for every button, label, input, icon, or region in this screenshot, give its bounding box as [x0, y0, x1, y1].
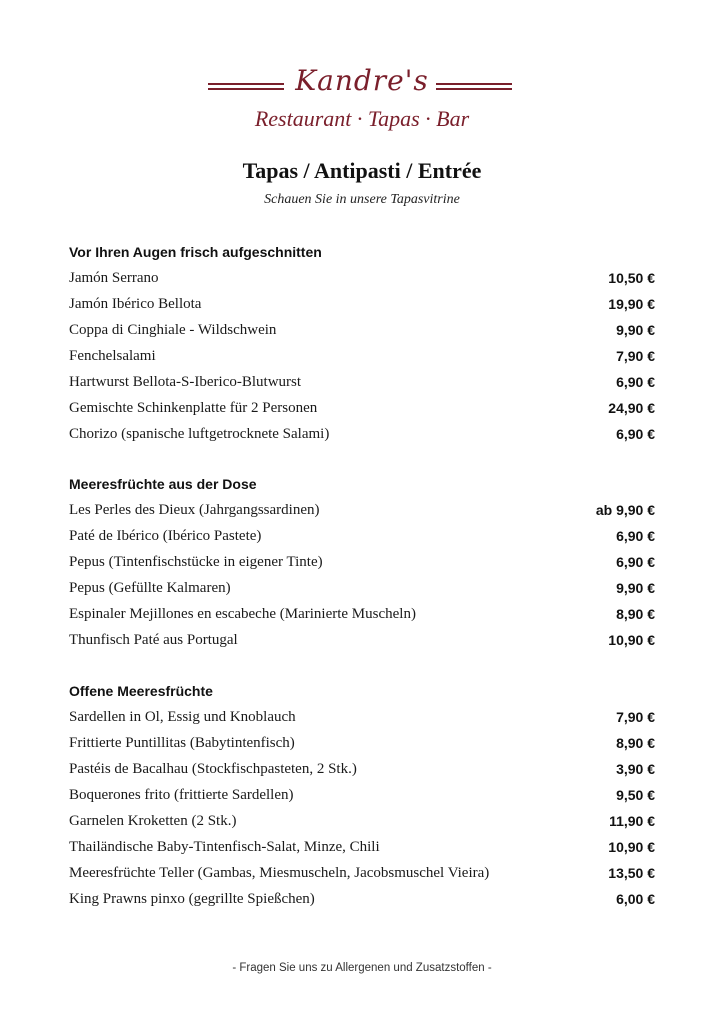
- menu-item: [69, 421, 655, 447]
- menu-item-name: Frittierte Puntillitas (Babytintenfisch): [69, 735, 295, 751]
- menu-item: [69, 369, 655, 395]
- decorative-double-rule-right: [436, 83, 512, 90]
- menu-item: [69, 730, 655, 756]
- menu-section-canned-seafood: [69, 471, 655, 653]
- menu-item-name: King Prawns pinxo (gegrillte Spießchen): [69, 891, 315, 907]
- menu-item-price: 9,90 €: [616, 580, 655, 596]
- menu-item-price: ab 9,90 €: [595, 502, 655, 518]
- menu-item: [69, 265, 655, 291]
- menu-item-name: Thunfisch Paté aus Portugal: [69, 632, 238, 648]
- menu-item: [69, 291, 655, 317]
- menu-item-name: Meeresfrüchte Teller (Gambas, Miesmuscheln, Jacobsmuschel Vieira): [69, 865, 490, 881]
- menu-item-price: 8,90 €: [616, 606, 655, 622]
- menu-item-price: 7,90 €: [616, 348, 655, 364]
- menu-item-name: Sardellen in Ol, Essig und Knoblauch: [69, 709, 296, 725]
- menu-section-cured-meats: [69, 239, 655, 447]
- menu-item-name: Chorizo (spanische luftgetrocknete Salami): [69, 426, 330, 442]
- menu-item-name: Gemischte Schinkenplatte für 2 Personen: [69, 400, 318, 416]
- restaurant-tagline: Restaurant · Tapas · Bar: [254, 106, 470, 131]
- menu-item-price: 3,90 €: [616, 761, 655, 777]
- menu-header: [0, 62, 724, 142]
- menu-item-name: Garnelen Kroketten (2 Stk.): [69, 813, 237, 829]
- menu-item-name: Espinaler Mejillones en escabeche (Marinierte Muscheln): [69, 606, 416, 622]
- page-title: Tapas / Antipasti / Entrée: [242, 158, 482, 183]
- menu-item-price: 6,90 €: [616, 374, 655, 390]
- menu-item-name: Les Perles des Dieux (Jahrgangssardinen): [69, 502, 320, 518]
- menu-item-price: 10,90 €: [608, 839, 655, 855]
- menu-item-name: Thailändische Baby-Tintenfisch-Salat, Minze, Chili: [69, 839, 380, 855]
- menu-item: [69, 860, 655, 886]
- menu-item-name: Coppa di Cinghiale - Wildschwein: [69, 322, 277, 338]
- menu-item-price: 24,90 €: [608, 400, 655, 416]
- menu-item-price: 10,50 €: [608, 270, 655, 286]
- section-title: Offene Meeresfrüchte: [69, 683, 213, 699]
- menu-item-price: 8,90 €: [616, 735, 655, 751]
- menu-item-name: Boquerones frito (frittierte Sardellen): [69, 787, 294, 803]
- menu-item-price: 6,00 €: [616, 891, 655, 907]
- menu-item: [69, 523, 655, 549]
- logo-wordmark: Kandre's: [295, 64, 429, 97]
- menu-item-name: Hartwurst Bellota-S-Iberico-Blutwurst: [69, 374, 302, 390]
- menu-item-name: Pepus (Gefüllte Kalmaren): [69, 580, 231, 596]
- menu-item-price: 7,90 €: [616, 709, 655, 725]
- menu-item-price: 11,90 €: [609, 813, 655, 829]
- menu-item: [69, 601, 655, 627]
- menu-item-name: Paté de Ibérico (Ibérico Pastete): [69, 528, 262, 544]
- menu-item: [69, 756, 655, 782]
- menu-item: [69, 395, 655, 421]
- menu-item-price: 9,90 €: [616, 322, 655, 338]
- logo: [0, 62, 724, 106]
- page-subtitle: Schauen Sie in unsere Tapasvitrine: [264, 192, 460, 207]
- menu-item: [69, 549, 655, 575]
- menu-item-name: Pepus (Tintenfischstücke in eigener Tinte): [69, 554, 323, 570]
- menu-section-fresh-seafood: [69, 678, 655, 912]
- menu-item-name: Pastéis de Bacalhau (Stockfischpasteten, 2 Stk.): [69, 761, 357, 777]
- menu-item-price: 10,90 €: [608, 632, 655, 648]
- menu-item: [69, 627, 655, 653]
- menu-item-price: 6,90 €: [616, 528, 655, 544]
- menu-item-price: 9,50 €: [616, 787, 655, 803]
- menu-item: [69, 834, 655, 860]
- menu-item: [69, 343, 655, 369]
- menu-item: [69, 704, 655, 730]
- menu-item-price: 19,90 €: [608, 296, 655, 312]
- menu-item: [69, 808, 655, 834]
- menu-item-name: Fenchelsalami: [69, 348, 156, 364]
- menu-item-name: Jamón Ibérico Bellota: [69, 296, 202, 312]
- menu-item: [69, 317, 655, 343]
- section-title: Vor Ihren Augen frisch aufgeschnitten: [69, 244, 322, 260]
- menu-item: [69, 886, 655, 912]
- allergen-note: - Fragen Sie uns zu Allergenen und Zusatzstoffen -: [232, 962, 492, 974]
- menu-item-price: 6,90 €: [616, 426, 655, 442]
- decorative-double-rule-left: [208, 83, 284, 90]
- menu-item: [69, 782, 655, 808]
- section-title: Meeresfrüchte aus der Dose: [69, 476, 257, 492]
- menu-item-price: 6,90 €: [616, 554, 655, 570]
- menu-item-name: Jamón Serrano: [69, 270, 159, 286]
- menu-item: [69, 575, 655, 601]
- menu-item: [69, 497, 655, 523]
- menu-item-price: 13,50 €: [608, 865, 655, 881]
